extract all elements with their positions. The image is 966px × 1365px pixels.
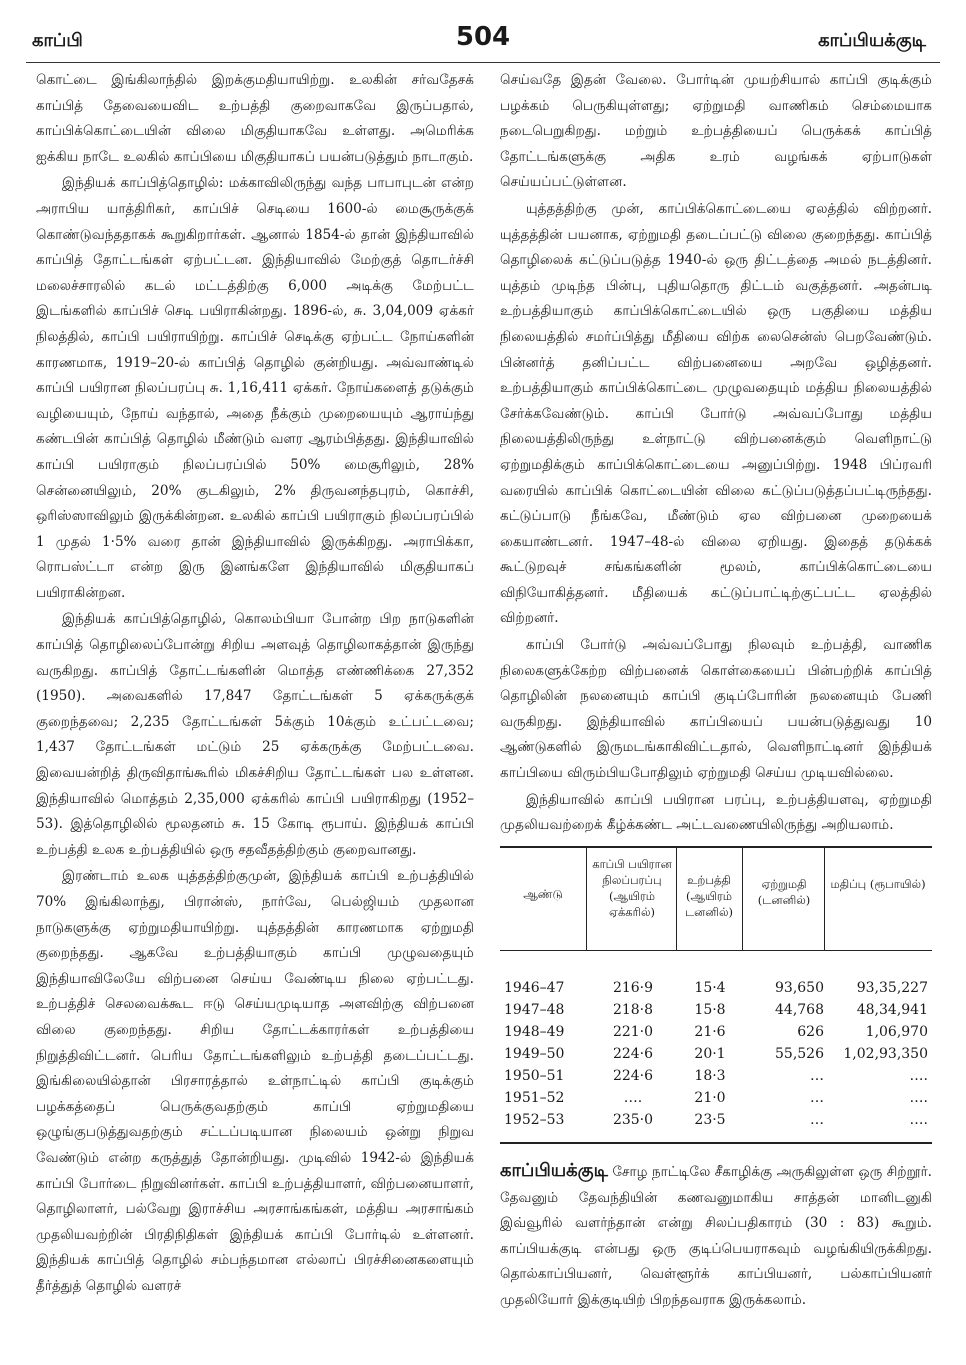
page-number: 504 bbox=[455, 22, 511, 52]
table-cell-area: 216·9 bbox=[612, 980, 654, 996]
column-divider bbox=[742, 848, 743, 950]
column-divider bbox=[824, 848, 825, 950]
table-cell-value: 1,02,93,350 bbox=[843, 1046, 928, 1062]
table-cell-year: 1947–48 bbox=[504, 1002, 565, 1018]
table-cell-production: 15·4 bbox=[694, 980, 726, 996]
header-rule bbox=[26, 62, 940, 63]
paragraph: செய்வதே இதன் வேலை. போர்டின் முயற்சியால் காப்பி குடிக்கும் பழக்கம் பெருகியுள்ளது; ஏற்றுமதி வாணிகம் செம்மையாக நடைபெறுகிறது. மற்றும் உற்பத்தியைப் பெருக்கக் காப்பித் தோட்டங்களுக்கு அதிக உரம் வழங்கக் ஏற்பாடுகள் செய்யப்பட்டுள்ளன. bbox=[500, 72, 932, 191]
table-cell-value: 93,35,227 bbox=[856, 980, 928, 996]
paragraph: இரண்டாம் உலக யுத்தத்திற்குமுன், இந்தியக் காப்பி உற்பத்தியில் 70% இங்கிலாந்து, பிரான்ஸ், நார்வே, பெல்ஜியம் முதலான நாடுகளுக்கு ஏற்றுமதியாயிற்று. யுத்தத்தின் காரணமாக ஏற்றுமதி குறைந்தது. ஆகவே உற்பத்தியாகும் காப்பி முழுவதையும் இந்தியாவிலேயே விற்பனை செய்ய வேண்டிய நிலை ஏற்பட்டது. உற்பத்திச் செலவைக்கூட ஈடு செய்யமுடியாத அளவிற்கு விற்பனை விலை குறைந்தது. சிறிய தோட்டக்காரர்கள் உற்பத்தியை நிறுத்திவிட்டனர். பெரிய தோட்டங்களிலும் உற்பத்தி தடைப்பட்டது. இங்கிலையில்தான் பிரசாரத்தால் உள்நாட்டில் காப்பி குடிக்கும் பழக்கத்தைப் பெருக்குவதற்கும் காப்பி ஏற்றுமதியை ஒழுங்குபடுத்துவதற்கும் சட்டப்படியான நிலையம் ஒன்று நிறுவ வேண்டும் என்ற கருத்துத் தோன்றியது. முடிவில் 1942-ல் இந்தியக் காப்பி போர்டை நிறுவினர்கள். காப்பி உற்பத்தியாளர், விற்பனையாளர், தொழிலாளர், பல்வேறு இராச்சிய அரசாங்கங்கள், மத்திய அரசாங்கம் முதலியவற்றின் பிரதிநிதிகள் இந்தியக் காப்பி போர்டில் உள்ளனர். இந்தியக் காப்பித் தொழில் சம்பந்தமான எல்லாப் பிரச்சினைகளையும் தீர்த்துத் தொழில் வளரச் bbox=[36, 868, 474, 1294]
header-exports: ஏற்றுமதி (டனனில்) bbox=[757, 877, 811, 907]
left-column bbox=[36, 68, 474, 1300]
table-top-rule bbox=[500, 846, 932, 848]
entry-headword: காப்பியக்குடி bbox=[500, 1160, 608, 1181]
paragraph: இந்தியக் காப்பித்தொழில், கொலம்பியா போன்ற பிற நாடுகளின் காப்பித் தொழிலைப்போன்று சிறிய அளவுத் தொழிலாகத்தான் இருந்து வருகிறது. காப்பித் தோட்டங்களின் மொத்த எண்ணிக்கை 27,352 (1950). அவைகளில் 17,847 தோட்டங்கள் 5 ஏக்கருக்குக் குறைந்தவை; 2,235 தோட்டங்கள் 5க்கும் 10க்கும் உட்பட்டவை; 1,437 தோட்டங்கள் மட்டும் 25 ஏக்கருக்கு மேற்பட்டவை. இவையன்றித் திருவிதாங்கூரில் மிகச்சிறிய தோட்டங்கள் பல உள்ளன. இந்தியாவில் மொத்தம் 2,35,000 ஏக்கரில் காப்பி பயிராகிறது (1952–53). இத்தொழிலில் மூலதனம் சு. 15 கோடி ரூபாய். இந்தியக் காப்பி உற்பத்தி உலக உற்பத்தியில் ஒரு சதவீதத்திற்கும் குறைவானது. bbox=[36, 611, 474, 858]
header-production: உற்பத்தி (ஆயிரம் டனனில்) bbox=[684, 873, 734, 919]
table-cell-exports: … bbox=[810, 1090, 824, 1106]
paragraph: காப்பி போர்டு அவ்வப்போது நிலவும் உற்பத்தி, வாணிக நிலைகளுக்கேற்ற விற்பனைக் கொள்கையைப் பின்பற்றிக் காப்பித் தொழிலின் நலனையும் காப்பி குடிப்போரின் நலனையும் பேணி வருகிறது. இந்தியாவில் காப்பியைப் பயன்படுத்துவது 10 ஆண்டுகளில் இருமடங்காகிவிட்டதால், வெளிநாட்டினர் இந்தியக் காப்பியை விரும்பியபோதிலும் ஏற்றுமதி செய்ய முடியவில்லை. bbox=[500, 637, 932, 782]
table-cell-production: 15·8 bbox=[694, 1002, 726, 1018]
table-cell-production: 21·0 bbox=[694, 1090, 726, 1106]
paragraph: இந்தியாவில் காப்பி பயிரான பரப்பு, உற்பத்தியளவு, ஏற்றுமதி முதலியவற்றைக் கீழ்க்கண்ட அட்டவணையிலிருந்து அறியலாம். bbox=[500, 791, 932, 834]
table-cell-year: 1946–47 bbox=[504, 980, 565, 996]
table-cell-exports: … bbox=[810, 1112, 824, 1128]
header-left-title: காப்பி bbox=[32, 30, 83, 51]
paragraph: யுத்தத்திற்கு முன், காப்பிக்கொட்டையை ஏலத்தில் விற்றனர். யுத்தத்தின் பயனாக, ஏற்றுமதி தடைப்பட்டு விலை குறைந்தது. காப்பித் தொழிலைக் கட்டுப்படுத்த 1940-ல் ஒரு திட்டத்தை அமல் நடத்தினர். யுத்தம் முடிந்த பின்பு, புதியதொரு திட்டம் வகுத்தனர். அதன்படி உற்பத்தியாகும் காப்பிக்கொட்டையில் ஒரு பகுதியை மத்திய நிலையத்தில் சமர்ப்பித்து மீதியை விற்க லைசென்ஸ் பெறவேண்டும். பின்னர்த் தனிப்பட்ட விற்பனையை அறவே ஒழித்தனர். உற்பத்தியாகும் காப்பிக்கொட்டை முழுவதையும் மத்திய நிலையத்தில் சேர்க்கவேண்டும். காப்பி போர்டு அவ்வப்போது மத்திய நிலையத்திலிருந்து உள்நாட்டு விற்பனைக்கும் வெளிநாட்டு ஏற்றுமதிக்கும் காப்பிக்கொட்டையை அனுப்பிற்று. 1948 பிப்ரவரி வரையில் காப்பிக் கொட்டையின் விலை கட்டுப்படுத்தப்பட்டிருந்தது. கட்டுப்பாடு நீங்கவே, மீண்டும் ஏல விற்பனை முறையைக் கையாண்டனர். 1947–48-ல் விலை ஏறியது. இதைத் தடுக்கக் கூட்டுறவுச் சங்கங்களின் மூலம், காப்பிக்கொட்டையை விநியோகித்தனர். மீதியைக் கட்டுப்பாட்டிற்குட்பட்ட ஏலத்தில் விற்றனர். bbox=[500, 200, 932, 627]
table-cell-production: 18·3 bbox=[694, 1068, 726, 1084]
table-cell-area: 218·8 bbox=[612, 1002, 654, 1018]
column-divider bbox=[586, 848, 587, 950]
table-cell-exports: 93,650 bbox=[775, 980, 824, 996]
paragraph: கொட்டை இங்கிலாந்தில் இறக்குமதியாயிற்று. உலகின் சர்வதேசக் காப்பித் தேவையைவிட உற்பத்தி குறைவாகவே இருப்பதால், காப்பிக்கொட்டையின் விலை மிகுதியாகவே உள்ளது. அமெரிக்க ஐக்கிய நாடே உலகில் காப்பியை மிகுதியாகப் பயன்படுத்தும் நாடாகும். bbox=[36, 72, 474, 165]
entry-kaappiyakkudi bbox=[500, 1158, 932, 1314]
paragraph: இந்தியக் காப்பித்தொழில்: மக்காவிலிருந்து வந்த பாபாபுடன் என்ற அராபிய யாத்திரிகர், காப்பிச் செடியை 1600-ல் மைசூருக்குக் கொண்டுவந்ததாகக் கூறுகிறார்கள். ஆனால் 1854-ல் தான் இந்தியாவில் காப்பித் தோட்டங்கள் ஏற்பட்டன. இந்தியாவில் மேற்குத் தொடர்ச்சி மலைச்சாரலில் கடல் மட்டத்திற்கு 6,000 அடிக்கு மேற்பட்ட இடங்களில் காப்பிச் செடி பயிராகின்றது. 1896-ல், சு. 3,04,009 ஏக்கர் நிலத்தில், காப்பி பயிராயிற்று. காப்பிச் செடிக்கு ஏற்பட்ட நோய்களின் காரணமாக, 1919–20-ல் காப்பித் தொழில் குன்றியது. அவ்வாண்டில் காப்பி பயிரான நிலப்பரப்பு சு. 1,16,411 ஏக்கர். நோய்களைத் தடுக்கும் வழியையும், நோய் வந்தால், அதை நீக்கும் முறையையும் ஆராய்ந்து கண்டபின் காப்பித் தொழில் மீண்டும் வளர ஆரம்பித்தது. இந்தியாவில் காப்பி பயிராகும் நிலப்பரப்பில் 50% மைசூரிலும், 28% சென்னையிலும், 20% குடகிலும், 2% திருவனந்தபுரம், கொச்சி, ஒரிஸ்ஸாவிலும் இருக்கின்றன. உலகில் காப்பி பயிராகும் நிலப்பரப்பில் 1 முதல் 1·5% வரை தான் இந்தியாவில் இருக்கிறது. அராபிக்கா, ரொபஸ்ட்டா என்ற இரு இனங்களே இந்தியாவில் மிகுதியாகப் பயிராகின்றன. bbox=[36, 175, 474, 601]
table-cell-value: 48,34,941 bbox=[856, 1002, 928, 1018]
table-cell-production: 21·6 bbox=[694, 1024, 726, 1040]
table-cell-production: 20·1 bbox=[694, 1046, 726, 1062]
table-bottom-rule bbox=[500, 1142, 932, 1144]
table-cell-production: 23·5 bbox=[694, 1112, 726, 1128]
table-cell-value: …. bbox=[909, 1090, 928, 1106]
right-column bbox=[500, 68, 932, 839]
column-divider bbox=[676, 848, 677, 950]
table-cell-year: 1951–52 bbox=[504, 1090, 565, 1106]
table-cell-year: 1949–50 bbox=[504, 1046, 565, 1062]
header-year: ஆண்டு bbox=[523, 887, 563, 901]
table-cell-exports: 626 bbox=[797, 1024, 824, 1040]
table-cell-value: …. bbox=[909, 1068, 928, 1084]
table-cell-area: 235·0 bbox=[612, 1112, 654, 1128]
table-cell-value: 1,06,970 bbox=[865, 1024, 928, 1040]
table-cell-area: 224·6 bbox=[612, 1046, 654, 1062]
table-cell-area: 224·6 bbox=[612, 1068, 654, 1084]
header-value: மதிப்பு (ரூபாயில்) bbox=[830, 877, 926, 891]
table-cell-exports: 55,526 bbox=[775, 1046, 824, 1062]
table-cell-exports: … bbox=[810, 1068, 824, 1084]
table-cell-exports: 44,768 bbox=[775, 1002, 824, 1018]
table-cell-value: …. bbox=[909, 1112, 928, 1128]
header-area: காப்பி பயிரான நிலப்பரப்பு (ஆயிரம் ஏக்கரில்) bbox=[592, 857, 672, 919]
table-header-rule bbox=[500, 950, 932, 951]
header-right-title: காப்பியக்குடி bbox=[818, 30, 926, 51]
table-cell-year: 1950–51 bbox=[504, 1068, 565, 1084]
table-cell-area: …. bbox=[623, 1090, 643, 1106]
page-header bbox=[26, 22, 940, 62]
table-cell-year: 1948–49 bbox=[504, 1024, 565, 1040]
table-cell-area: 221·0 bbox=[612, 1024, 654, 1040]
coffee-statistics-table bbox=[500, 846, 932, 1146]
table-cell-year: 1952–53 bbox=[504, 1112, 565, 1128]
entry-text: சோழ நாட்டிலே சீகாழிக்கு அருகிலுள்ள ஒரு சிற்றூர். தேவனும் தேவந்தியின் கணவனுமாகிய சாத்தன் மானிடனுகி இவ்வூரில் வளர்ந்தான் என்று சிலப்பதிகாரம் (30 : 83) கூறும். காப்பியக்குடி என்பது ஒரு குடிப்பெயராகவும் வழங்கியிருக்கிறது. தொல்காப்பியனர், வெள்ளூர்க் காப்பியனர், பல்காப்பியனர் முதலியோர் இக்குடியிற் பிறந்தவராக இருக்கலாம். bbox=[500, 1164, 932, 1308]
